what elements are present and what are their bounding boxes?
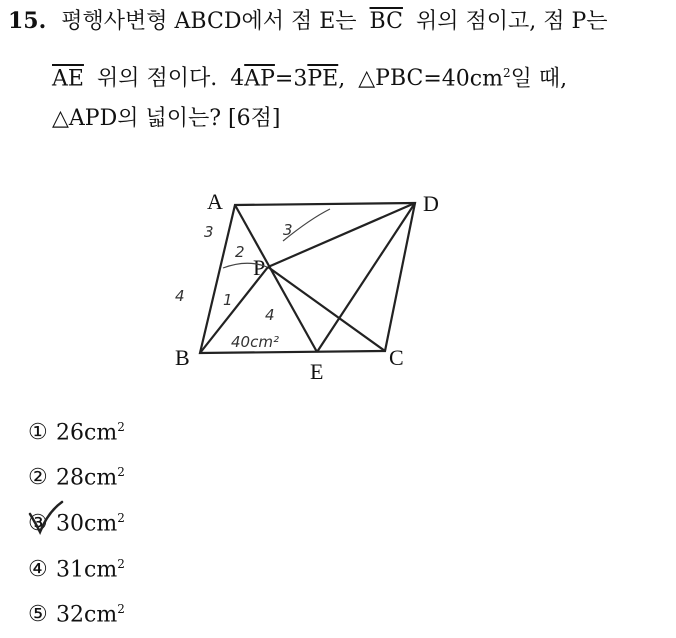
handwritten-4-left: 4 bbox=[175, 287, 185, 305]
segment-ae-line bbox=[235, 205, 317, 352]
segment-pe: $\overline{PE}$ bbox=[307, 66, 339, 92]
triangle-pbc: △PBC bbox=[358, 66, 424, 92]
segment-ae: $\overline{AE}$ bbox=[52, 66, 84, 92]
choice-2[interactable] bbox=[28, 457, 125, 493]
question-line2-text: 위의 점이다. bbox=[96, 66, 218, 92]
handwritten-3-right: 3 bbox=[283, 221, 293, 239]
question-line-1 bbox=[8, 6, 608, 37]
choice-mark: ④ bbox=[28, 557, 48, 583]
question-intro: 평행사변형 ABCD에서 점 E는 bbox=[61, 9, 357, 34]
choice-exponent: 2 bbox=[117, 602, 125, 616]
parallelogram-abcd bbox=[200, 203, 415, 353]
label-b: B bbox=[175, 345, 190, 370]
choice-value: 32cm bbox=[56, 602, 118, 628]
choice-5[interactable] bbox=[28, 594, 125, 630]
triangle-apd: △APD bbox=[52, 106, 118, 131]
label-d: D bbox=[423, 191, 439, 216]
ratio-coefficient: 4 bbox=[230, 66, 245, 92]
parallelogram-figure bbox=[155, 175, 475, 390]
question-line1-rest: 위의 점이고, 점 P는 bbox=[415, 9, 608, 34]
label-p: P bbox=[253, 255, 266, 280]
choice-exponent: 2 bbox=[117, 511, 125, 525]
area-exponent: 2 bbox=[502, 66, 511, 80]
choice-exponent: 2 bbox=[117, 465, 125, 479]
question-line-3 bbox=[52, 104, 280, 134]
label-e: E bbox=[310, 359, 324, 384]
handwritten-area: 40cm² bbox=[231, 333, 279, 351]
choice-mark: ③ bbox=[28, 511, 48, 537]
question-line2-end: 일 때, bbox=[510, 66, 568, 92]
choice-value: 26cm bbox=[56, 420, 118, 446]
choice-exponent: 2 bbox=[117, 557, 125, 571]
choice-value: 28cm bbox=[56, 465, 118, 491]
choice-4[interactable] bbox=[28, 549, 125, 585]
label-c: C bbox=[389, 345, 404, 370]
handwritten-1: 1 bbox=[223, 291, 233, 309]
comma: , bbox=[338, 66, 346, 92]
ratio-equals: =3 bbox=[274, 66, 308, 92]
choice-mark: ② bbox=[28, 465, 48, 491]
choice-1[interactable] bbox=[28, 412, 125, 448]
choice-mark: ① bbox=[28, 420, 48, 446]
question-line-2 bbox=[52, 58, 567, 94]
question-number: 15. bbox=[8, 8, 47, 34]
choice-mark: ⑤ bbox=[28, 602, 48, 628]
handwritten-3-left: 3 bbox=[204, 223, 214, 241]
handwritten-4-mid: 4 bbox=[265, 306, 275, 324]
check-mark-icon bbox=[26, 498, 66, 538]
segment-bc: $\overline{BC}$ bbox=[369, 9, 403, 34]
choice-value: 30cm bbox=[56, 511, 118, 537]
label-a: A bbox=[207, 189, 223, 214]
area-value: =40cm bbox=[423, 66, 503, 92]
choice-value: 31cm bbox=[56, 557, 118, 583]
choice-exponent: 2 bbox=[117, 420, 125, 434]
segment-ap: $\overline{AP}$ bbox=[244, 66, 275, 92]
handwritten-2: 2 bbox=[235, 243, 245, 261]
question-ask: 의 넓이는? [6점] bbox=[117, 106, 281, 131]
